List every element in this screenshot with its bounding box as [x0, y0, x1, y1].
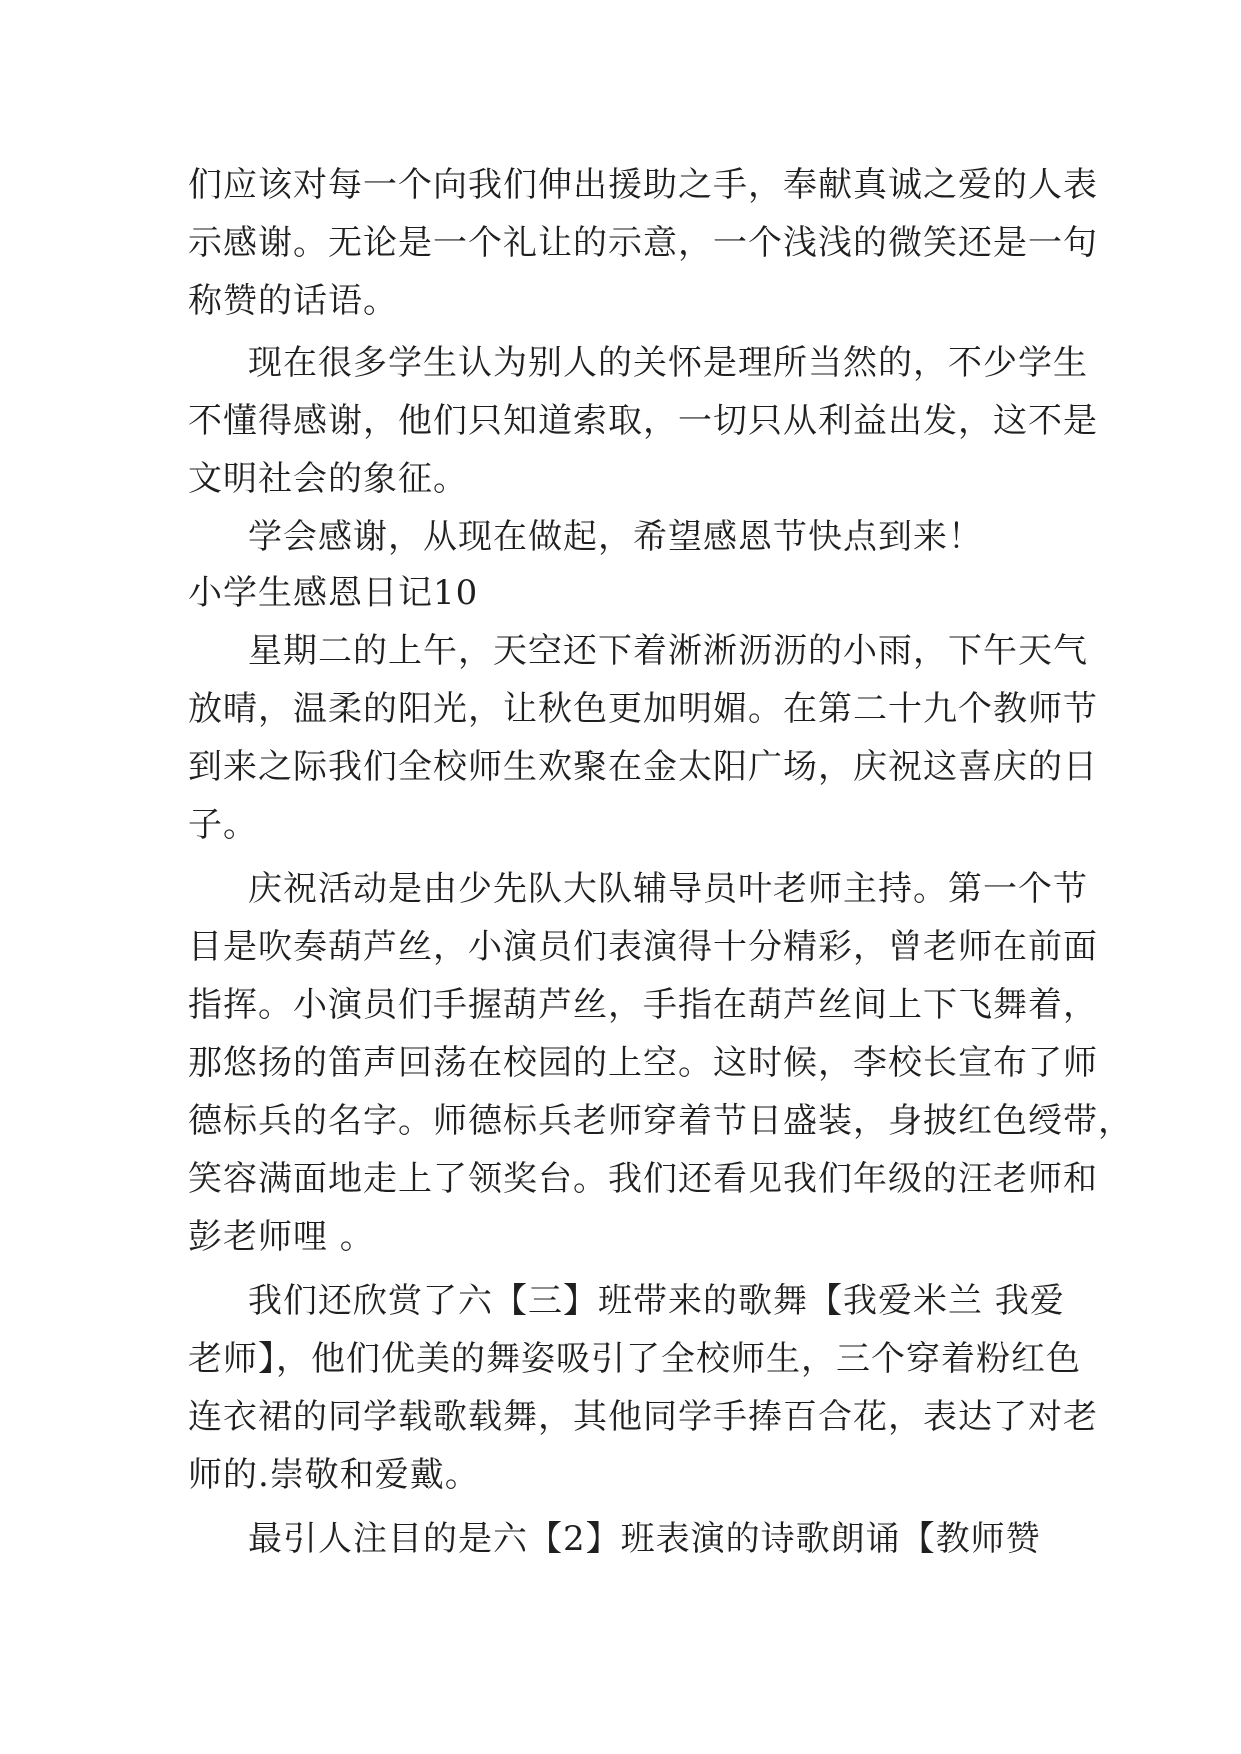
text-line: 示感谢。无论是一个礼让的示意，一个浅浅的微笑还是一句	[188, 223, 1098, 263]
text-line: 文明社会的象征。	[188, 459, 468, 499]
text-line: 老师】，他们优美的舞姿吸引了全校师生，三个穿着粉红色	[188, 1339, 1081, 1379]
text-line: 我们还欣赏了六【三】班带来的歌舞【我爱米兰 我爱	[248, 1281, 1065, 1321]
text-line: 连衣裙的同学载歌载舞，其他同学手捧百合花，表达了对老	[188, 1397, 1098, 1437]
text-line: 们应该对每一个向我们伸出援助之手，奉献真诚之爱的人表	[188, 165, 1098, 205]
paragraph	[188, 334, 1098, 508]
paragraph	[188, 508, 1058, 566]
text-line: 指挥。小演员们手握葫芦丝，手指在葫芦丝间上下飞舞着，	[188, 985, 1098, 1025]
text-line: 德标兵的名字。师德标兵老师穿着节日盛装，身披红色绶带，	[188, 1101, 1133, 1141]
text-line: 师的.崇敬和爱戴。	[188, 1455, 480, 1495]
text-line: 学会感谢，从现在做起，希望感恩节快点到来！	[248, 517, 983, 557]
paragraph	[188, 1510, 1058, 1568]
text-line: 放晴，温柔的阳光，让秋色更加明媚。在第二十九个教师节	[188, 689, 1098, 729]
heading-text: 小学生感恩日记10	[188, 573, 479, 613]
paragraph	[188, 1272, 1098, 1504]
text-line: 那悠扬的笛声回荡在校园的上空。这时候，李校长宣布了师	[188, 1043, 1098, 1083]
paragraph	[188, 860, 1133, 1266]
section-heading	[188, 564, 1058, 622]
text-line: 彭老师哩 。	[188, 1217, 375, 1257]
paragraph	[188, 622, 1098, 854]
text-line: 最引人注目的是六【2】班表演的诗歌朗诵【教师赞	[248, 1519, 1041, 1559]
document-body	[188, 156, 1133, 1568]
text-line: 目是吹奏葫芦丝，小演员们表演得十分精彩，曾老师在前面	[188, 927, 1098, 967]
text-line: 不懂得感谢，他们只知道索取，一切只从利益出发，这不是	[188, 401, 1098, 441]
text-line: 笑容满面地走上了领奖台。我们还看见我们年级的汪老师和	[188, 1159, 1098, 1199]
text-line: 子。	[188, 805, 258, 845]
paragraph	[188, 156, 1098, 330]
text-line: 称赞的话语。	[188, 281, 398, 321]
text-line: 星期二的上午，天空还下着淅淅沥沥的小雨，下午天气	[248, 631, 1088, 671]
text-line: 现在很多学生认为别人的关怀是理所当然的，不少学生	[248, 343, 1088, 383]
text-line: 庆祝活动是由少先队大队辅导员叶老师主持。第一个节	[248, 869, 1088, 909]
text-line: 到来之际我们全校师生欢聚在金太阳广场，庆祝这喜庆的日	[188, 747, 1098, 787]
